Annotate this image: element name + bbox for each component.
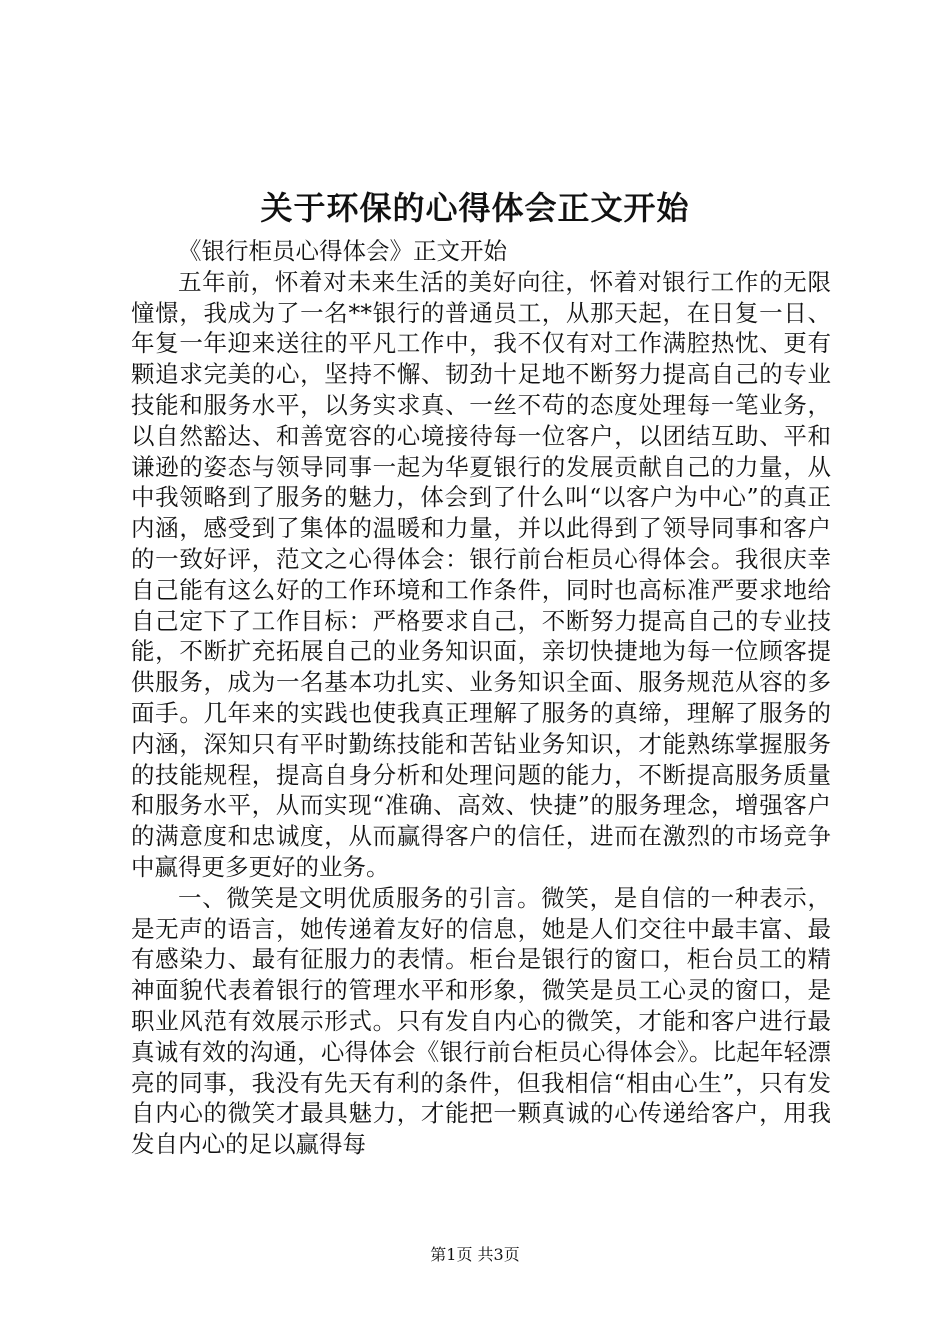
page-number-footer: 第1页 共3页 xyxy=(430,1245,520,1264)
document-body xyxy=(131,236,831,1160)
paragraph-intro: 五年前，怀着对未来生活的美好向往，怀着对银行工作的无限憧憬，我成为了一名**银行的普通员工，从那天起，在日复一日、年复一年迎来送往的平凡工作中，我不仅有对工作满腔热忱、更有颗追求完美的心，坚持不懈、韧劲十足地不断努力提高自己的专业技能和服务水平，以务实求真、一丝不苟的态度处理每一笔业务，以自然豁达、和善宽容的心境接待每一位客户，以团结互助、平和谦逊的姿态与领导同事一起为华夏银行的发展贡献自己的力量，从中我领略到了服务的魅力，体会到了什么叫“以客户为中心”的真正内涵，感受到了集体的温暖和力量，并以此得到了领导同事和客户的一致好评，范文之心得体会：银行前台柜员心得体会。我很庆幸自己能有这么好的工作环境和工作条件，同时也高标准严要求地给自己定下了工作目标：严格要求自己，不断努力提高自己的专业技能，不断扩充拓展自己的业务知识面，亲切快捷地为每一位顾客提供服务，成为一名基本功扎实、业务知识全面、服务规范从容的多面手。几年来的实践也使我真正理解了服务的真缔，理解了服务的内涵，深知只有平时勤练技能和苦钻业务知识，才能熟练掌握服务的技能规程，提高自身分析和处理问题的能力，不断提高服务质量和服务水平，从而实现“准确、高效、快捷”的服务理念，增强客户的满意度和忠诚度，从而赢得客户的信任，进而在激烈的市场竞争中赢得更多更好的业务。 xyxy=(131,267,831,881)
paragraph-subtitle: 《银行柜员心得体会》正文开始 xyxy=(178,237,507,265)
document-title: 关于环保的心得体会正文开始 xyxy=(260,189,690,227)
paragraph-section-one: 一、微笑是文明优质服务的引言。微笑，是自信的一种表示，是无声的语言，她传递着友好的信息，她是人们交往中最丰富、最有感染力、最有征服力的表情。柜台是银行的窗口，柜台员工的精神面貌代表着银行的管理水平和形象，微笑是员工心灵的窗口，是职业风范有效展示形式。只有发自内心的微笑，才能和客户进行最真诚有效的沟通，心得体会《银行前台柜员心得体会》。比起年轻漂亮的同事，我没有先天有利的条件，但我相信“相由心生”，只有发自内心的微笑才最具魅力，才能把一颗真诚的心传递给客户，用我发自内心的足以赢得每 xyxy=(131,883,831,1159)
